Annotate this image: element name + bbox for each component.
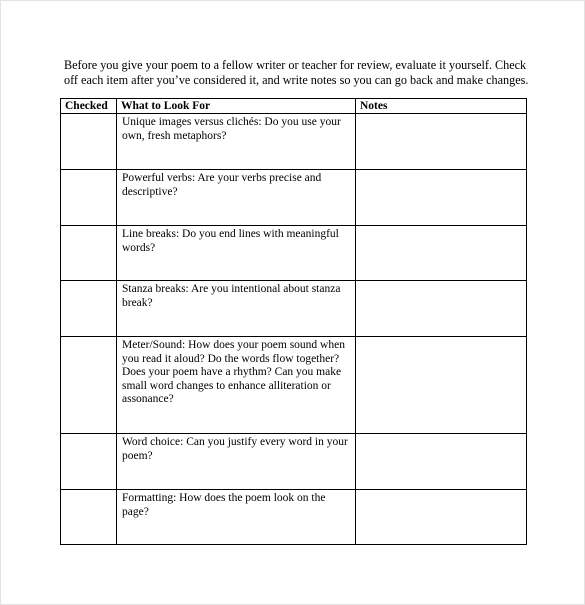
notes-cell[interactable]: [356, 170, 527, 226]
notes-cell[interactable]: [356, 490, 527, 545]
header-what-to-look-for: What to Look For: [117, 99, 356, 114]
notes-cell[interactable]: [356, 281, 527, 337]
checked-cell[interactable]: [61, 281, 117, 337]
table-row: [61, 170, 527, 226]
item-cell: Unique images versus clichés: Do you use your own, fresh metaphors?: [117, 114, 356, 170]
notes-cell[interactable]: [356, 434, 527, 490]
item-cell: Line breaks: Do you end lines with meaningful words?: [117, 226, 356, 281]
table-row: [61, 337, 527, 434]
table-row: [61, 434, 527, 490]
checked-cell[interactable]: [61, 337, 117, 434]
header-notes: Notes: [356, 99, 527, 114]
checked-cell[interactable]: [61, 434, 117, 490]
item-cell: Formatting: How does the poem look on the page?: [117, 490, 356, 545]
table-row: [61, 281, 527, 337]
checked-cell[interactable]: [61, 170, 117, 226]
notes-cell[interactable]: [356, 337, 527, 434]
item-cell: Meter/Sound: How does your poem sound when you read it aloud? Do the words flow together? Does your poem have a rhythm? Can you make small word changes to enhance alliteration or assonance?: [117, 337, 356, 434]
checked-cell[interactable]: [61, 114, 117, 170]
header-checked: Checked: [61, 99, 117, 114]
table-row: [61, 114, 527, 170]
item-cell: Word choice: Can you justify every word in your poem?: [117, 434, 356, 490]
table-row: [61, 226, 527, 281]
table-header-row: [61, 99, 527, 114]
item-cell: Powerful verbs: Are your verbs precise and descriptive?: [117, 170, 356, 226]
checked-cell[interactable]: [61, 490, 117, 545]
intro-paragraph: Before you give your poem to a fellow writer or teacher for review, evaluate it yourself. Check off each item after you’ve considered it, and write notes so you can go back and make changes.: [64, 58, 529, 87]
poem-review-checklist-table: [60, 98, 527, 545]
notes-cell[interactable]: [356, 114, 527, 170]
item-cell: Stanza breaks: Are you intentional about stanza break?: [117, 281, 356, 337]
notes-cell[interactable]: [356, 226, 527, 281]
checked-cell[interactable]: [61, 226, 117, 281]
table-row: [61, 490, 527, 545]
